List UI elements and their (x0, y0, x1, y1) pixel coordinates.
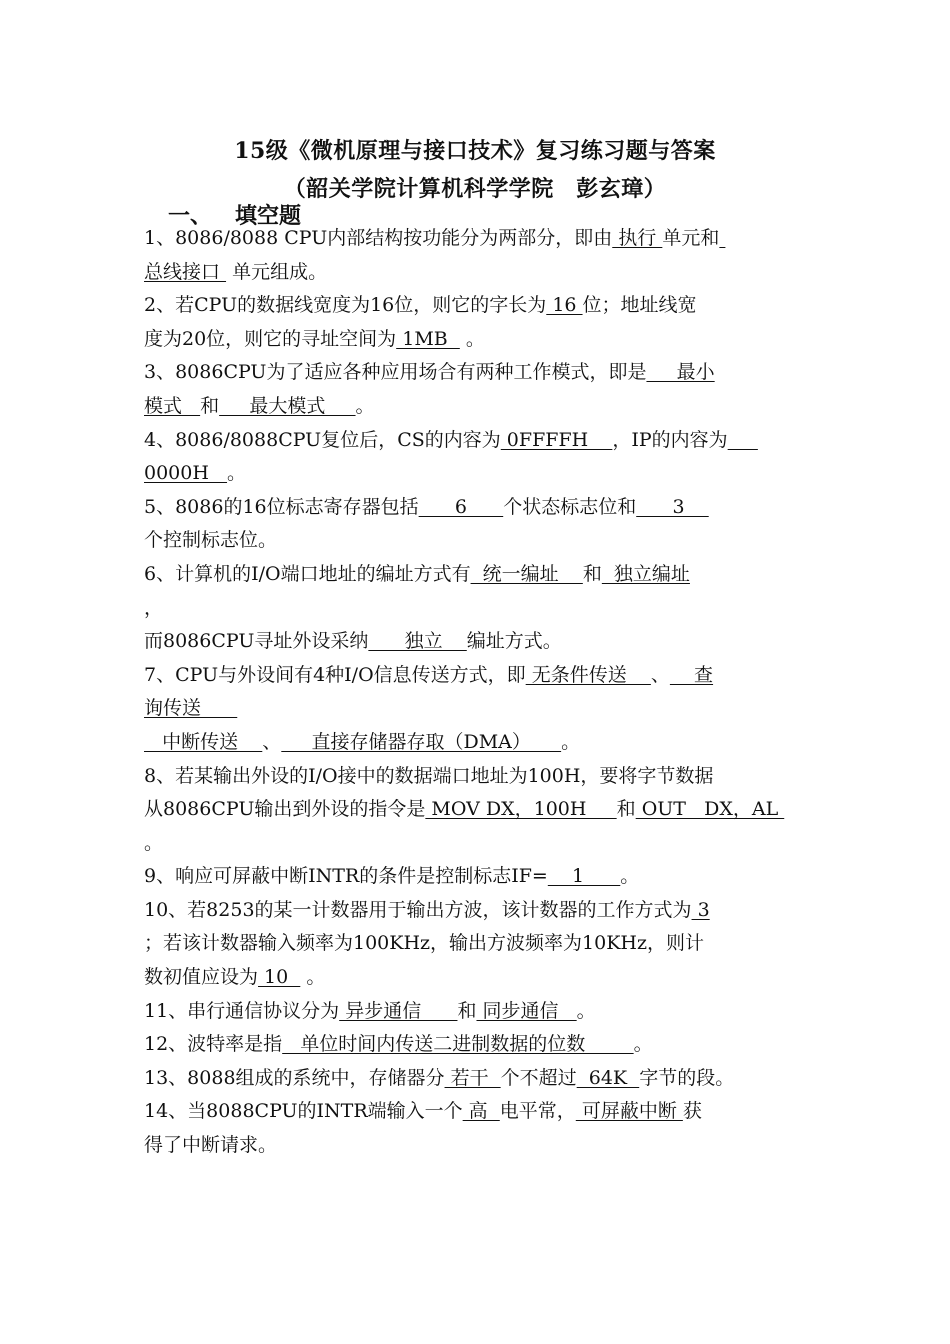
text-line (144, 827, 812, 861)
question-text: 。 (144, 831, 164, 854)
question-text: 个不超过 (500, 1066, 577, 1089)
answer-blank: 异步通信 (339, 999, 458, 1022)
answer-blank: 可屏蔽中断 (575, 1100, 683, 1123)
text-line (144, 894, 812, 928)
answer-blank: 最小 (646, 361, 715, 384)
question-text: 12、波特率是指 (144, 1033, 283, 1056)
question-text: 和 (200, 394, 220, 417)
question-text: 。 (227, 462, 247, 485)
text-line (144, 457, 812, 491)
text-line (144, 256, 812, 290)
document-subtitle: （韶关学院计算机科学学院 彭玄璋） (283, 176, 667, 202)
question-text: 3、8086CPU为了适应各种应用场合有两种工作模式，即是 (144, 361, 647, 384)
answer-blank: 中断传送 (144, 730, 263, 753)
section-number: 一、 (168, 203, 213, 229)
text-line (144, 659, 812, 693)
answer-blank: 64K (576, 1066, 640, 1089)
question-text: 个控制标志位。 (144, 529, 278, 552)
question-text: ， (144, 596, 164, 619)
section-name: 填空题 (235, 203, 302, 229)
question-text: 字节的段。 (639, 1066, 735, 1089)
text-line (144, 760, 812, 794)
answer-blank: OUT DX，AL (635, 798, 785, 821)
text-line (144, 390, 812, 424)
question-text: 。 (561, 730, 581, 753)
text-line (144, 323, 812, 357)
answer-blank: 1 (547, 865, 621, 888)
text-line (144, 592, 812, 626)
answer-blank: 查 (669, 663, 714, 686)
question-text: 从8086CPU输出到外设的指令是 (144, 798, 426, 821)
answer-blank: 独立 (368, 630, 467, 653)
question-text: 。 (620, 865, 640, 888)
question-text: 6、计算机的I/O端口地址的编址方式有 (144, 562, 471, 585)
answer-blank: 0000H (144, 462, 228, 485)
question-text: 个状态标志位和 (503, 495, 637, 518)
question-text: 7、CPU与外设间有4种I/O信息传送方式，即 (144, 663, 526, 686)
question-text: 度为20位，则它的寻址空间为 (144, 327, 397, 350)
question-text: 电平常， (499, 1100, 576, 1123)
text-line (144, 558, 812, 592)
question-text: 和 (616, 798, 636, 821)
question-text: 数初值应设为 (144, 966, 259, 989)
text-line (144, 995, 812, 1029)
question-text: 。 (355, 394, 375, 417)
text-line (144, 1028, 812, 1062)
document-title: 15级《微机原理与接口技术》复习练习题与答案 (234, 138, 716, 164)
text-line (144, 356, 812, 390)
question-text: 9、响应可屏蔽中断INTR的条件是控制标志IF= (144, 865, 548, 888)
text-line (144, 1062, 812, 1096)
answer-blank: 6 (418, 495, 504, 518)
question-text: 单元和 (662, 227, 720, 249)
text-line (144, 625, 812, 659)
text-line (144, 491, 812, 525)
question-text: 单元组成。 (226, 260, 328, 283)
text-line (144, 289, 812, 323)
text-line (144, 860, 812, 894)
answer-blank: 1MB (396, 327, 460, 350)
question-text: 。 (300, 966, 326, 989)
answer-blank: MOV DX，100H (425, 798, 617, 821)
question-text: 。 (633, 1033, 653, 1056)
question-text: 。 (459, 327, 485, 350)
question-text: 获 (682, 1100, 702, 1123)
question-text: ；若该计数器输入频率为100KHz，输出方波频率为10KHz，则计 (144, 932, 704, 955)
answer-blank: 若干 (444, 1066, 501, 1089)
text-line (144, 726, 812, 760)
question-list (144, 222, 812, 1163)
question-text: 2、若CPU的数据线宽度为16位，则它的字长为 (144, 294, 547, 317)
text-line (144, 222, 812, 256)
question-text: 10、若8253的某一计数器用于输出方波，该计数器的工作方式为 (144, 898, 692, 921)
question-text: 编址方式。 (466, 630, 562, 653)
question-text: 和 (582, 562, 602, 585)
answer-blank: 总线接口 (144, 260, 227, 283)
answer-blank: 高 (462, 1100, 500, 1123)
question-text: ，IP的内容为 (612, 428, 728, 451)
question-text: 位；地址线宽 (582, 294, 697, 317)
question-text: 而8086CPU寻址外设采纳 (144, 630, 369, 653)
answer-blank: 最大模式 (219, 394, 356, 417)
answer-blank: 单位时间内传送二进制数据的位数 (282, 1033, 634, 1056)
question-text: 14、当8088CPU的INTR端输入一个 (144, 1100, 463, 1123)
answer-blank: 0FFFFH (500, 428, 613, 451)
answer-blank (719, 227, 725, 249)
question-text: 、 (650, 663, 670, 686)
text-line (144, 692, 812, 726)
question-text: 11、串行通信协议分为 (144, 999, 340, 1022)
answer-blank (728, 429, 758, 451)
answer-blank: 10 (258, 966, 301, 989)
answer-blank: 16 (546, 294, 583, 317)
answer-blank: 同步通信 (476, 999, 577, 1022)
question-text: 、 (262, 730, 282, 753)
text-line (144, 424, 812, 458)
question-text: 和 (457, 999, 477, 1022)
question-text: 5、8086的16位标志寄存器包括 (144, 495, 419, 518)
question-text: 1、8086/8088 CPU内部结构按功能分为两部分，即由 (144, 227, 613, 249)
question-text: 4、8086/8088CPU复位后，CS的内容为 (144, 428, 501, 451)
answer-blank: 无条件传送 (525, 663, 651, 686)
answer-blank: 独立编址 (601, 562, 690, 585)
answer-blank: 3 (636, 495, 709, 518)
answer-blank: 3 (691, 898, 710, 921)
answer-blank: 询传送 (144, 697, 238, 720)
answer-blank: 模式 (144, 394, 201, 417)
question-text: 得了中断请求。 (144, 1134, 278, 1157)
question-text: 13、8088组成的系统中，存储器分 (144, 1066, 445, 1089)
text-line (144, 927, 812, 961)
text-line (144, 961, 812, 995)
answer-blank: 统一编址 (470, 562, 583, 585)
question-text: 。 (576, 999, 596, 1022)
text-line (144, 793, 812, 827)
text-line (144, 1095, 812, 1129)
answer-blank: 执行 (612, 227, 663, 249)
answer-blank: 直接存储器存取（DMA） (281, 730, 562, 753)
text-line (144, 524, 812, 558)
text-line (144, 1129, 812, 1163)
question-text: 8、若某输出外设的I/O接中的数据端口地址为100H，要将字节数据 (144, 764, 714, 787)
